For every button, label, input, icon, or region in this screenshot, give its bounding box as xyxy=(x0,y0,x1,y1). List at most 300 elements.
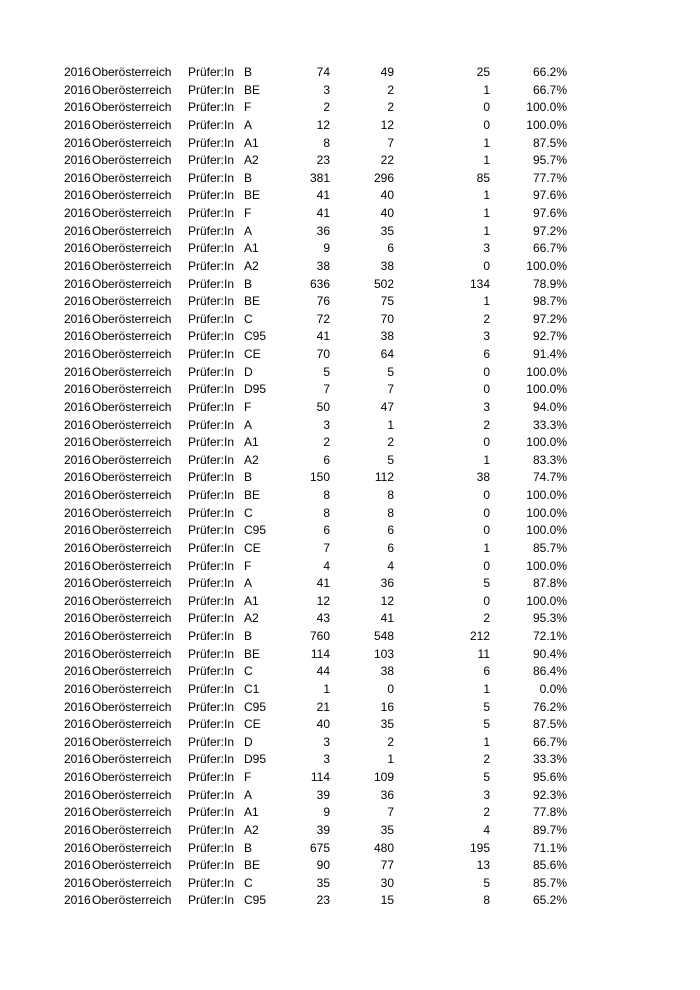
cell-total: 39 xyxy=(316,822,330,837)
cell-role: Prüfer:In xyxy=(188,364,235,379)
cell-year: 2016 xyxy=(64,681,91,696)
cell-pass-rate: 100.0% xyxy=(526,593,567,608)
cell-passed: 49 xyxy=(380,65,394,79)
cell-total: 40 xyxy=(316,717,330,732)
cell-state: Oberösterreich xyxy=(92,681,172,696)
cell-year: 2016 xyxy=(64,82,91,97)
cell-pass-rate: 87.8% xyxy=(532,576,567,591)
cell-pass-rate: 91.4% xyxy=(532,347,567,361)
cell-year: 2016 xyxy=(64,399,91,414)
cell-failed: 5 xyxy=(483,576,490,591)
cell-passed: 109 xyxy=(373,770,394,784)
cell-passed: 36 xyxy=(380,787,394,802)
cell-role: Prüfer:In xyxy=(188,893,235,908)
cell-total: 76 xyxy=(316,294,330,309)
cell-failed: 0 xyxy=(483,523,490,538)
cell-pass-rate: 66.7% xyxy=(532,241,567,256)
cell-year: 2016 xyxy=(64,170,91,185)
cell-role: Prüfer:In xyxy=(188,135,235,150)
cell-passed: 1 xyxy=(387,417,394,432)
cell-pass-rate: 95.6% xyxy=(532,770,567,784)
cell-state: Oberösterreich xyxy=(92,206,172,220)
cell-state: Oberösterreich xyxy=(92,646,172,661)
cell-passed: 22 xyxy=(380,153,394,168)
cell-year: 2016 xyxy=(64,505,91,520)
cell-passed: 6 xyxy=(387,540,394,555)
cell-year: 2016 xyxy=(64,822,91,837)
cell-passed: 1 xyxy=(387,752,394,767)
cell-pass-rate: 100.0% xyxy=(526,382,567,397)
cell-failed: 6 xyxy=(483,664,490,679)
cell-state: Oberösterreich xyxy=(92,435,172,450)
cell-role: Prüfer:In xyxy=(188,805,235,820)
cell-total: 3 xyxy=(323,752,330,767)
cell-state: Oberösterreich xyxy=(92,470,172,485)
cell-role: Prüfer:In xyxy=(188,452,235,467)
cell-state: Oberösterreich xyxy=(92,294,172,309)
cell-year: 2016 xyxy=(64,258,91,273)
cell-pass-rate: 90.4% xyxy=(532,646,567,661)
cell-state: Oberösterreich xyxy=(92,629,172,643)
cell-year: 2016 xyxy=(64,893,91,908)
cell-year: 2016 xyxy=(64,646,91,661)
cell-passed: 12 xyxy=(380,117,394,132)
cell-role: Prüfer:In xyxy=(188,435,235,450)
cell-state: Oberösterreich xyxy=(92,893,172,908)
cell-license-class: B xyxy=(244,276,253,291)
cell-total: 7 xyxy=(323,382,330,397)
cell-role: Prüfer:In xyxy=(188,858,235,873)
cell-license-class: C95 xyxy=(244,523,267,538)
cell-passed: 12 xyxy=(380,593,394,608)
cell-role: Prüfer:In xyxy=(188,752,235,767)
cell-license-class: C1 xyxy=(244,681,260,696)
cell-role: Prüfer:In xyxy=(188,699,235,714)
cell-year: 2016 xyxy=(64,294,91,309)
cell-role: Prüfer:In xyxy=(188,258,235,273)
cell-year: 2016 xyxy=(64,770,91,784)
cell-failed: 0 xyxy=(483,258,490,273)
cell-year: 2016 xyxy=(64,699,91,714)
cell-total: 760 xyxy=(309,629,330,643)
cell-state: Oberösterreich xyxy=(92,417,172,432)
cell-state: Oberösterreich xyxy=(92,576,172,591)
cell-state: Oberösterreich xyxy=(92,153,172,168)
cell-total: 23 xyxy=(316,153,330,168)
cell-total: 4 xyxy=(323,558,330,573)
cell-license-class: F xyxy=(244,206,252,220)
cell-passed: 6 xyxy=(387,523,394,538)
cell-role: Prüfer:In xyxy=(188,417,235,432)
cell-role: Prüfer:In xyxy=(188,399,235,414)
cell-pass-rate: 66.7% xyxy=(532,82,567,97)
cell-license-class: A1 xyxy=(244,593,259,608)
cell-total: 41 xyxy=(316,206,330,220)
cell-year: 2016 xyxy=(64,117,91,132)
cell-passed: 5 xyxy=(387,364,394,379)
cell-pass-rate: 100.0% xyxy=(526,364,567,379)
cell-year: 2016 xyxy=(64,875,91,890)
cell-passed: 2 xyxy=(387,435,394,450)
cell-pass-rate: 83.3% xyxy=(532,452,567,467)
cell-year: 2016 xyxy=(64,858,91,873)
cell-year: 2016 xyxy=(64,347,91,361)
cell-year: 2016 xyxy=(64,382,91,397)
cell-license-class: CE xyxy=(244,540,261,555)
cell-total: 1 xyxy=(323,681,330,696)
cell-passed: 77 xyxy=(380,858,394,873)
cell-failed: 8 xyxy=(483,893,490,908)
cell-passed: 40 xyxy=(380,188,394,203)
cell-role: Prüfer:In xyxy=(188,82,235,97)
cell-state: Oberösterreich xyxy=(92,82,172,97)
cell-pass-rate: 78.9% xyxy=(532,276,567,291)
cell-failed: 2 xyxy=(483,417,490,432)
cell-license-class: B xyxy=(244,170,253,185)
cell-passed: 30 xyxy=(380,875,394,890)
cell-year: 2016 xyxy=(64,717,91,732)
cell-total: 2 xyxy=(323,100,330,115)
cell-passed: 480 xyxy=(373,840,394,855)
cell-failed: 3 xyxy=(483,787,490,802)
cell-passed: 35 xyxy=(380,717,394,732)
cell-license-class: F xyxy=(244,770,252,784)
cell-pass-rate: 65.2% xyxy=(532,893,567,908)
cell-total: 12 xyxy=(316,117,330,132)
cell-pass-rate: 66.7% xyxy=(532,734,567,749)
cell-state: Oberösterreich xyxy=(92,734,172,749)
cell-role: Prüfer:In xyxy=(188,100,235,115)
cell-failed: 195 xyxy=(469,840,490,855)
cell-pass-rate: 74.7% xyxy=(532,470,567,485)
cell-license-class: B xyxy=(244,840,253,855)
cell-failed: 1 xyxy=(483,540,490,555)
cell-license-class: F xyxy=(244,100,252,115)
cell-pass-rate: 97.2% xyxy=(532,223,567,238)
cell-license-class: A2 xyxy=(244,258,259,273)
cell-state: Oberösterreich xyxy=(92,523,172,538)
cell-passed: 38 xyxy=(380,664,394,679)
cell-total: 3 xyxy=(323,417,330,432)
cell-total: 43 xyxy=(316,611,330,626)
cell-total: 35 xyxy=(316,875,330,890)
cell-state: Oberösterreich xyxy=(92,170,172,185)
cell-failed: 5 xyxy=(483,875,490,890)
cell-passed: 0 xyxy=(387,681,394,696)
cell-role: Prüfer:In xyxy=(188,329,235,344)
cell-license-class: BE xyxy=(244,188,261,203)
cell-role: Prüfer:In xyxy=(188,523,235,538)
cell-license-class: D95 xyxy=(244,382,267,397)
cell-role: Prüfer:In xyxy=(188,717,235,732)
cell-license-class: BE xyxy=(244,82,261,97)
cell-total: 41 xyxy=(316,576,330,591)
cell-passed: 16 xyxy=(380,699,394,714)
cell-failed: 1 xyxy=(483,734,490,749)
cell-total: 41 xyxy=(316,188,330,203)
cell-passed: 112 xyxy=(374,470,394,485)
cell-license-class: A2 xyxy=(244,611,259,626)
cell-passed: 2 xyxy=(387,100,394,115)
cell-role: Prüfer:In xyxy=(188,470,235,485)
cell-year: 2016 xyxy=(64,664,91,679)
cell-pass-rate: 92.7% xyxy=(532,329,567,344)
cell-state: Oberösterreich xyxy=(92,276,172,291)
cell-license-class: A2 xyxy=(244,452,259,467)
cell-pass-rate: 100.0% xyxy=(526,558,567,573)
cell-state: Oberösterreich xyxy=(92,840,172,855)
cell-total: 6 xyxy=(323,452,330,467)
cell-year: 2016 xyxy=(64,241,91,256)
cell-passed: 2 xyxy=(387,734,394,749)
cell-state: Oberösterreich xyxy=(92,664,172,679)
cell-total: 6 xyxy=(323,523,330,538)
cell-total: 3 xyxy=(323,734,330,749)
cell-failed: 25 xyxy=(476,65,490,79)
cell-state: Oberösterreich xyxy=(92,717,172,732)
cell-failed: 1 xyxy=(483,188,490,203)
cell-state: Oberösterreich xyxy=(92,65,172,79)
cell-passed: 36 xyxy=(380,576,394,591)
cell-failed: 2 xyxy=(483,311,490,326)
cell-role: Prüfer:In xyxy=(188,540,235,555)
cell-total: 44 xyxy=(316,664,330,679)
cell-failed: 1 xyxy=(483,681,490,696)
cell-license-class: D xyxy=(244,364,253,379)
cell-failed: 0 xyxy=(483,505,490,520)
cell-role: Prüfer:In xyxy=(188,117,235,132)
cell-pass-rate: 85.7% xyxy=(532,875,567,890)
cell-total: 12 xyxy=(316,593,330,608)
cell-role: Prüfer:In xyxy=(188,734,235,749)
cell-passed: 2 xyxy=(387,82,394,97)
cell-failed: 5 xyxy=(483,699,490,714)
cell-state: Oberösterreich xyxy=(92,699,172,714)
cell-failed: 1 xyxy=(483,82,490,97)
cell-total: 74 xyxy=(316,65,330,79)
cell-license-class: A1 xyxy=(244,135,259,150)
cell-state: Oberösterreich xyxy=(92,223,172,238)
cell-state: Oberösterreich xyxy=(92,347,172,361)
cell-state: Oberösterreich xyxy=(92,311,172,326)
cell-license-class: A2 xyxy=(244,822,259,837)
cell-failed: 0 xyxy=(483,382,490,397)
cell-role: Prüfer:In xyxy=(188,646,235,661)
cell-year: 2016 xyxy=(64,452,91,467)
cell-passed: 38 xyxy=(380,258,394,273)
cell-passed: 8 xyxy=(387,505,394,520)
cell-role: Prüfer:In xyxy=(188,558,235,573)
cell-total: 70 xyxy=(316,347,330,361)
cell-failed: 0 xyxy=(483,435,490,450)
cell-pass-rate: 97.6% xyxy=(532,206,567,220)
cell-pass-rate: 98.7% xyxy=(532,294,567,309)
cell-failed: 0 xyxy=(483,558,490,573)
cell-license-class: CE xyxy=(244,347,261,361)
cell-failed: 6 xyxy=(483,347,490,361)
cell-license-class: C95 xyxy=(244,699,267,714)
cell-year: 2016 xyxy=(64,276,91,291)
cell-role: Prüfer:In xyxy=(188,822,235,837)
cell-pass-rate: 95.3% xyxy=(532,611,567,626)
cell-total: 41 xyxy=(316,329,330,344)
cell-failed: 2 xyxy=(483,805,490,820)
cell-pass-rate: 97.2% xyxy=(532,311,567,326)
cell-year: 2016 xyxy=(64,417,91,432)
cell-role: Prüfer:In xyxy=(188,65,235,79)
cell-passed: 502 xyxy=(373,276,394,291)
cell-license-class: A1 xyxy=(244,241,259,256)
cell-license-class: A xyxy=(244,787,253,802)
cell-total: 9 xyxy=(323,241,330,256)
cell-passed: 6 xyxy=(387,241,394,256)
cell-role: Prüfer:In xyxy=(188,170,235,185)
cell-state: Oberösterreich xyxy=(92,258,172,273)
cell-failed: 0 xyxy=(483,593,490,608)
cell-year: 2016 xyxy=(64,840,91,855)
cell-year: 2016 xyxy=(64,805,91,820)
cell-state: Oberösterreich xyxy=(92,382,172,397)
cell-total: 150 xyxy=(309,470,330,485)
cell-failed: 13 xyxy=(476,858,490,873)
cell-total: 636 xyxy=(309,276,330,291)
cell-license-class: CE xyxy=(244,717,261,732)
cell-failed: 1 xyxy=(483,223,490,238)
cell-pass-rate: 0.0% xyxy=(539,681,567,696)
cell-pass-rate: 100.0% xyxy=(526,523,567,538)
cell-passed: 41 xyxy=(380,611,394,626)
cell-pass-rate: 100.0% xyxy=(526,258,567,273)
cell-year: 2016 xyxy=(64,523,91,538)
cell-license-class: B xyxy=(244,629,253,643)
cell-total: 8 xyxy=(323,488,330,502)
cell-year: 2016 xyxy=(64,223,91,238)
cell-total: 21 xyxy=(316,699,330,714)
cell-year: 2016 xyxy=(64,364,91,379)
cell-year: 2016 xyxy=(64,752,91,767)
cell-total: 381 xyxy=(309,170,330,185)
cell-year: 2016 xyxy=(64,135,91,150)
cell-passed: 7 xyxy=(387,135,394,150)
cell-license-class: D xyxy=(244,734,253,749)
cell-license-class: F xyxy=(244,399,252,414)
cell-failed: 2 xyxy=(483,752,490,767)
cell-role: Prüfer:In xyxy=(188,382,235,397)
cell-total: 50 xyxy=(316,399,330,414)
cell-failed: 85 xyxy=(476,170,490,185)
cell-failed: 38 xyxy=(476,470,490,485)
cell-failed: 0 xyxy=(483,117,490,132)
cell-license-class: D95 xyxy=(244,752,267,767)
cell-total: 9 xyxy=(323,805,330,820)
cell-license-class: A2 xyxy=(244,153,259,168)
cell-year: 2016 xyxy=(64,629,91,643)
cell-pass-rate: 100.0% xyxy=(526,488,567,502)
cell-failed: 212 xyxy=(469,629,490,643)
cell-total: 5 xyxy=(323,364,330,379)
cell-year: 2016 xyxy=(64,593,91,608)
cell-role: Prüfer:In xyxy=(188,294,235,309)
cell-failed: 11 xyxy=(477,646,490,661)
cell-pass-rate: 85.7% xyxy=(532,540,567,555)
cell-state: Oberösterreich xyxy=(92,875,172,890)
cell-license-class: A1 xyxy=(244,435,259,450)
cell-year: 2016 xyxy=(64,65,91,79)
cell-total: 39 xyxy=(316,787,330,802)
cell-passed: 35 xyxy=(380,822,394,837)
cell-state: Oberösterreich xyxy=(92,399,172,414)
cell-state: Oberösterreich xyxy=(92,488,172,502)
cell-year: 2016 xyxy=(64,206,91,220)
cell-pass-rate: 71.1% xyxy=(532,840,567,855)
cell-license-class: C95 xyxy=(244,329,267,344)
cell-year: 2016 xyxy=(64,734,91,749)
cell-license-class: A xyxy=(244,223,253,238)
cell-pass-rate: 100.0% xyxy=(526,100,567,115)
cell-role: Prüfer:In xyxy=(188,223,235,238)
cell-passed: 4 xyxy=(387,558,394,573)
cell-state: Oberösterreich xyxy=(92,752,172,767)
cell-failed: 2 xyxy=(483,611,490,626)
cell-license-class: F xyxy=(244,558,252,573)
cell-failed: 1 xyxy=(483,135,490,150)
cell-role: Prüfer:In xyxy=(188,188,235,203)
cell-role: Prüfer:In xyxy=(188,593,235,608)
cell-pass-rate: 87.5% xyxy=(532,135,567,150)
cell-state: Oberösterreich xyxy=(92,100,172,115)
cell-pass-rate: 66.2% xyxy=(532,65,567,79)
cell-year: 2016 xyxy=(64,611,91,626)
cell-failed: 3 xyxy=(483,399,490,414)
cell-total: 2 xyxy=(323,435,330,450)
cell-total: 8 xyxy=(323,505,330,520)
cell-state: Oberösterreich xyxy=(92,329,172,344)
cell-year: 2016 xyxy=(64,311,91,326)
cell-state: Oberösterreich xyxy=(92,135,172,150)
cell-pass-rate: 72.1% xyxy=(532,629,567,643)
cell-license-class: A xyxy=(244,417,253,432)
cell-total: 38 xyxy=(316,258,330,273)
cell-passed: 7 xyxy=(387,805,394,820)
cell-year: 2016 xyxy=(64,100,91,115)
cell-total: 675 xyxy=(309,840,330,855)
cell-year: 2016 xyxy=(64,188,91,203)
cell-pass-rate: 85.6% xyxy=(532,858,567,873)
cell-license-class: C xyxy=(244,505,253,520)
cell-total: 114 xyxy=(310,646,330,661)
cell-pass-rate: 77.8% xyxy=(532,805,567,820)
cell-total: 36 xyxy=(316,223,330,238)
cell-passed: 8 xyxy=(387,488,394,502)
cell-passed: 40 xyxy=(380,206,394,220)
cell-year: 2016 xyxy=(64,488,91,502)
cell-state: Oberösterreich xyxy=(92,188,172,203)
cell-pass-rate: 86.4% xyxy=(532,664,567,679)
cell-state: Oberösterreich xyxy=(92,540,172,555)
cell-passed: 7 xyxy=(387,382,394,397)
cell-state: Oberösterreich xyxy=(92,611,172,626)
cell-pass-rate: 100.0% xyxy=(526,435,567,450)
cell-pass-rate: 77.7% xyxy=(532,170,567,185)
cell-state: Oberösterreich xyxy=(92,805,172,820)
cell-role: Prüfer:In xyxy=(188,664,235,679)
cell-role: Prüfer:In xyxy=(188,840,235,855)
cell-role: Prüfer:In xyxy=(188,153,235,168)
cell-pass-rate: 100.0% xyxy=(526,117,567,132)
cell-license-class: A xyxy=(244,576,253,591)
cell-state: Oberösterreich xyxy=(92,858,172,873)
cell-failed: 0 xyxy=(483,488,490,502)
